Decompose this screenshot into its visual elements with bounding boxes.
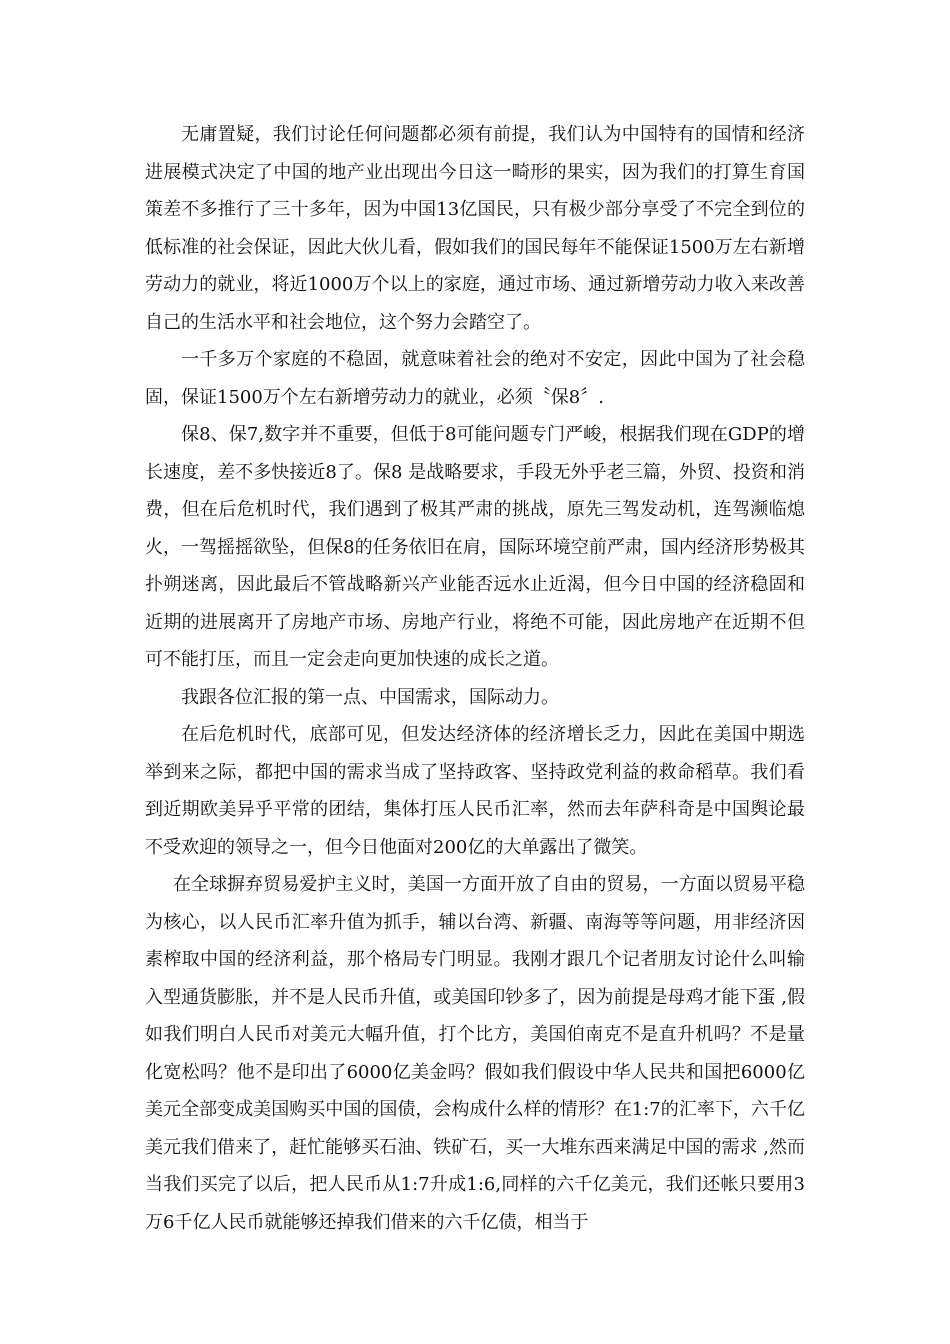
paragraph-protect-growth: 保8、保7,数字并不重要，但低于8可能问题专门严峻，根据我们现在GDP的增长速度，差不多快接近8了。保8 是战略要求，手段无外乎老三篇，外贸、投资和消费，但在后危机时代，我们遇到了极其严肃的挑战，原先三驾发动机，连驾濒临熄火，一驾摇摇欲坠，但保8的任务依旧在肩，国际环境空前严肃，国内经济形势极其扑朔迷离，因此最后不管战略新兴产业能否远水止近渴，但今日中国的经济稳固和近期的进展离开了房地产市场、房地产行业，将绝不可能，因此房地产在近期不但可不能打压，而且一定会走向更加快速的成长之道。 xyxy=(145,424,805,670)
document-body xyxy=(145,116,805,1241)
paragraph-trade-and-currency: 在全球摒弃贸易爱护主义时，美国一方面开放了自由的贸易，一方面以贸易平稳为核心，以人民币汇率升值为抓手，辅以台湾、新疆、南海等等问题，用非经济因素榨取中国的经济利益，那个格局专门明显。我刚才跟几个记者朋友讨论什么叫输入型通货膨胀，并不是人民币升值，或美国印钞多了，因为前提是母鸡才能下蛋 ,假如我们明白人民币对美元大幅升值，打个比方，美国伯南克不是直升机吗？不是量化宽松吗？他不是印出了6000亿美金吗？假如我们假设中华人民共和国把6000亿美元全部变成美国购买中国的国债，会构成什么样的情形？在1:7的汇率下，六千亿美元我们借来了，赶忙能够买石油、铁矿石，买一大堆东西来满足中国的需求 ,然而当我们买完了以后，把人民币从1:7升成1:6,同样的六千亿美元，我们还帐只要用3万6千亿人民币就能够还掉我们借来的六千亿债，相当于 xyxy=(145,874,805,1233)
paragraph-premise: 无庸置疑，我们讨论任何问题都必须有前提，我们认为中国特有的国情和经济进展模式决定了中国的地产业出现出今日这一畸形的果实，因为我们的打算生育国策差不多推行了三十多年，因为中国13亿国民，只有极少部分享受了不完全到位的低标准的社会保证，因此大伙儿看，假如我们的国民每年不能保证1500万左右新增劳动力的就业，将近1000万个以上的家庭，通过市场、通过新增劳动力收入来改善自己的生活水平和社会地位，这个努力会踏空了。 xyxy=(145,124,805,333)
paragraph-first-point: 我跟各位汇报的第一点、中国需求，国际动力。 xyxy=(181,686,559,708)
paragraph-post-crisis: 在后危机时代，底部可见，但发达经济体的经济增长乏力，因此在美国中期选举到来之际，都把中国的需求当成了坚持政客、坚持政党利益的救命稻草。我们看到近期欧美异乎平常的团结，集体打压人民币汇率，然而去年萨科奇是中国舆论最不受欢迎的领导之一，但今日他面对200亿的大单露出了微笑。 xyxy=(145,724,805,858)
paragraph-social-stability: 一千多万个家庭的不稳固，就意味着社会的绝对不安定，因此中国为了社会稳固，保证1500万个左右新增劳动力的就业，必须〝保8〞. xyxy=(145,349,805,408)
